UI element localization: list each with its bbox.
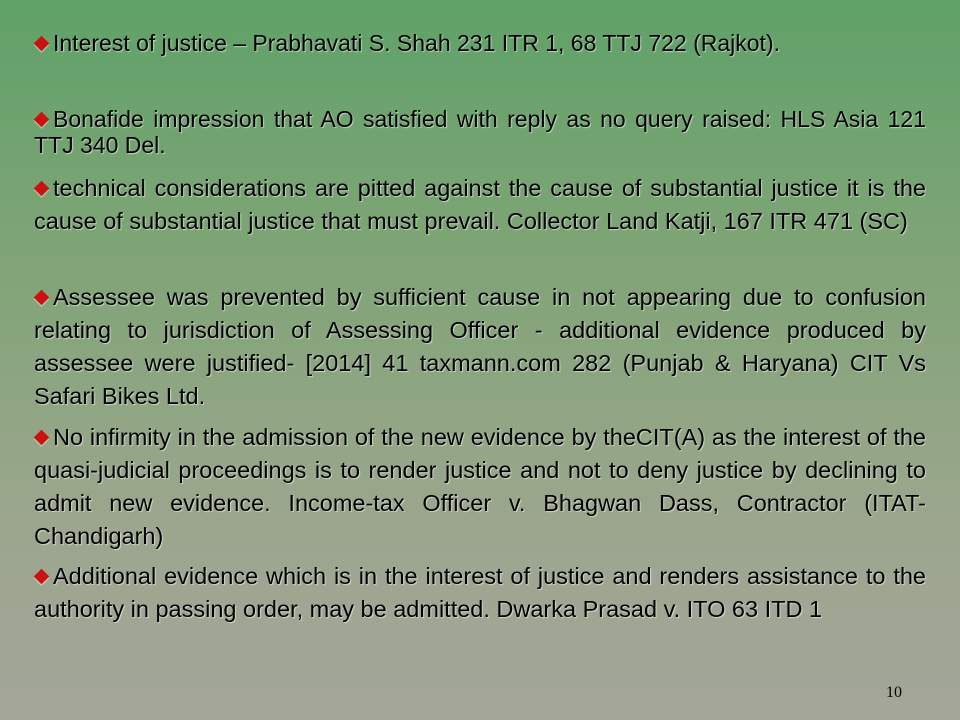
diamond-bullet-icon [34,569,50,585]
diamond-bullet-icon [34,112,50,128]
bullet-text: Interest of justice – Prabhavati S. Shah 231 ITR 1, 68 TTJ 722 (Rajkot). [53,30,780,56]
bullet-item-4 [34,281,926,413]
bullet-item-2 [34,106,926,158]
bullet-text: Assessee was prevented by sufficient cause in not appearing due to confusion relating to jurisdiction of Assessing Officer - additional evidence produced by assessee were justified- [2014] 41 taxmann.com 282 (Punjab & Haryana) CIT Vs Safari Bikes Ltd. [34,284,926,409]
bullet-item-3 [34,172,926,238]
diamond-bullet-icon [34,430,50,446]
bullet-item-1 [34,30,926,56]
diamond-bullet-icon [34,290,50,306]
diamond-bullet-icon [34,181,50,197]
bullet-item-5 [34,421,926,553]
bullet-item-6 [34,560,926,626]
diamond-bullet-icon [34,36,50,52]
bullet-text: Additional evidence which is in the interest of justice and renders assistance to the authority in passing order, may be admitted. Dwarka Prasad v. ITO 63 ITD 1 [34,563,926,622]
bullet-text: technical considerations are pitted against the cause of substantial justice it is the cause of substantial justice that must prevail. Collector Land Katji, 167 ITR 471 (SC) [34,175,926,234]
bullet-text: Bonafide impression that AO satisfied with reply as no query raised: HLS Asia 121 TTJ 340 Del. [34,106,926,158]
page-number: 10 [886,684,902,701]
bullet-text: No infirmity in the admission of the new evidence by theCIT(A) as the interest of the quasi-judicial proceedings is to render justice and not to deny justice by declining to admit new evidence. Income-tax Officer v. Bhagwan Dass, Contractor (ITAT- Chandigarh) [34,424,926,549]
